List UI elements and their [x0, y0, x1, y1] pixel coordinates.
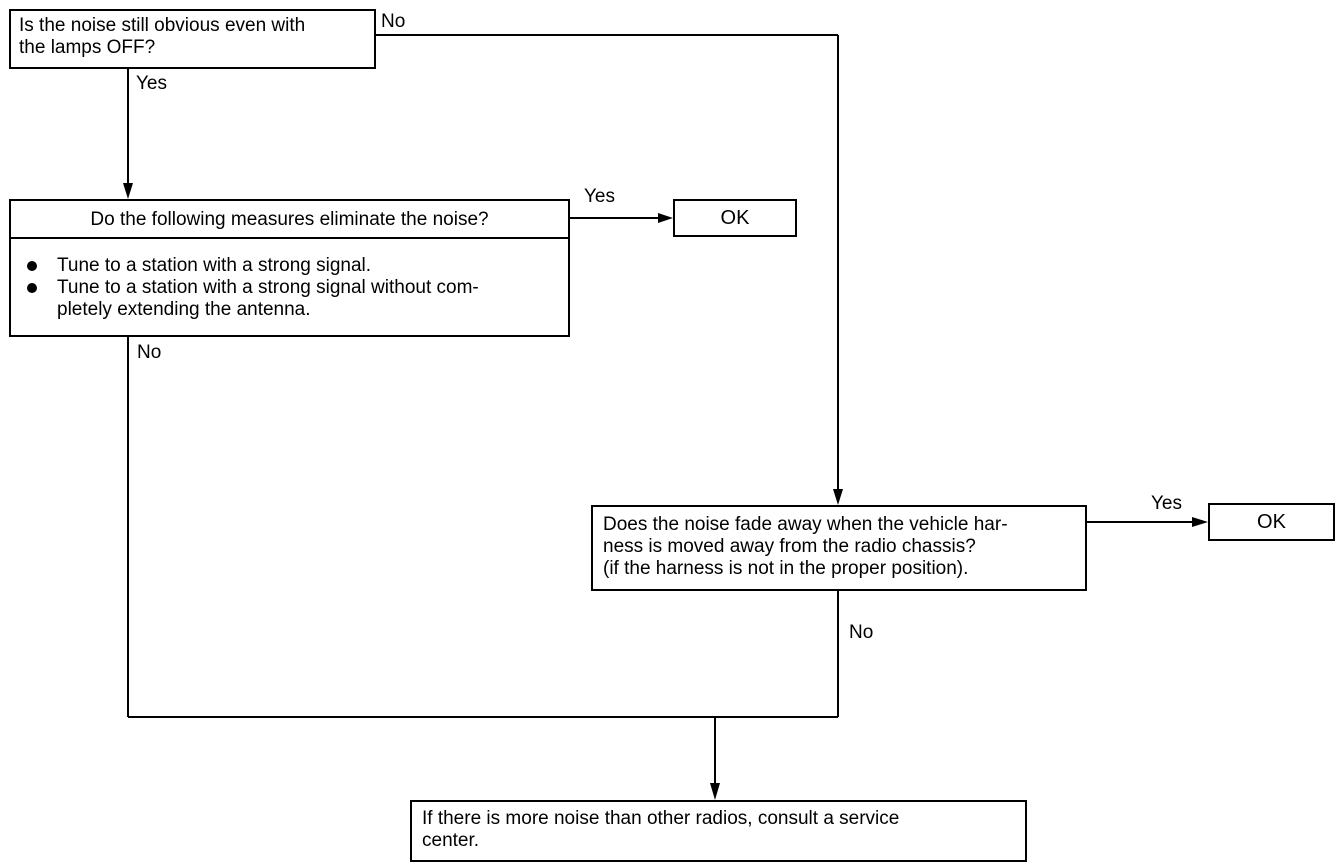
arrowhead-right-ok2: [1192, 517, 1208, 527]
result-text-line: If there is more noise than other radios, consult a service: [422, 808, 900, 829]
question-text-line: Is the noise still obvious even with: [19, 15, 306, 36]
arrowhead-down-q2: [123, 183, 133, 199]
list-item-text-line: pletely extending the antenna.: [57, 299, 311, 320]
branch-label-yes: Yes: [584, 186, 615, 207]
arrowhead-right-ok1: [658, 213, 673, 223]
branch-label-no: No: [381, 11, 406, 32]
question-text-line: the lamps OFF?: [19, 37, 156, 58]
question-text-line: (if the harness is not in the proper position).: [603, 558, 969, 579]
ok-box: OK: [673, 199, 797, 237]
bullet-icon: [27, 283, 37, 293]
branch-label-yes: Yes: [136, 73, 167, 94]
result-text-line: center.: [422, 830, 480, 851]
arrowhead-down-q3: [833, 489, 843, 505]
list-item: [23, 277, 558, 321]
list-item-text: Tune to a station with a strong signal.: [57, 255, 372, 276]
list-item-text-line: Tune to a station with a strong signal without com-: [57, 277, 479, 298]
arrowhead-down-end: [710, 783, 720, 800]
branch-label-yes: Yes: [1151, 493, 1182, 514]
question-box-harness: [591, 505, 1087, 591]
list-item: [23, 255, 558, 277]
bullet-icon: [27, 261, 37, 271]
question-box-measures: [9, 199, 570, 337]
branch-label-no: No: [849, 622, 874, 643]
list-item-text: [57, 277, 479, 321]
question-header: Do the following measures eliminate the noise?: [11, 201, 568, 239]
result-box-service-center: [410, 800, 1027, 862]
measures-list: [11, 239, 568, 321]
question-text-line: Does the noise fade away when the vehicle har-: [603, 514, 1008, 535]
question-box-lamps-off: [9, 9, 376, 69]
ok-box: OK: [1208, 503, 1335, 541]
branch-label-no: No: [137, 342, 162, 363]
question-text-line: ness is moved away from the radio chassis?: [603, 536, 976, 557]
